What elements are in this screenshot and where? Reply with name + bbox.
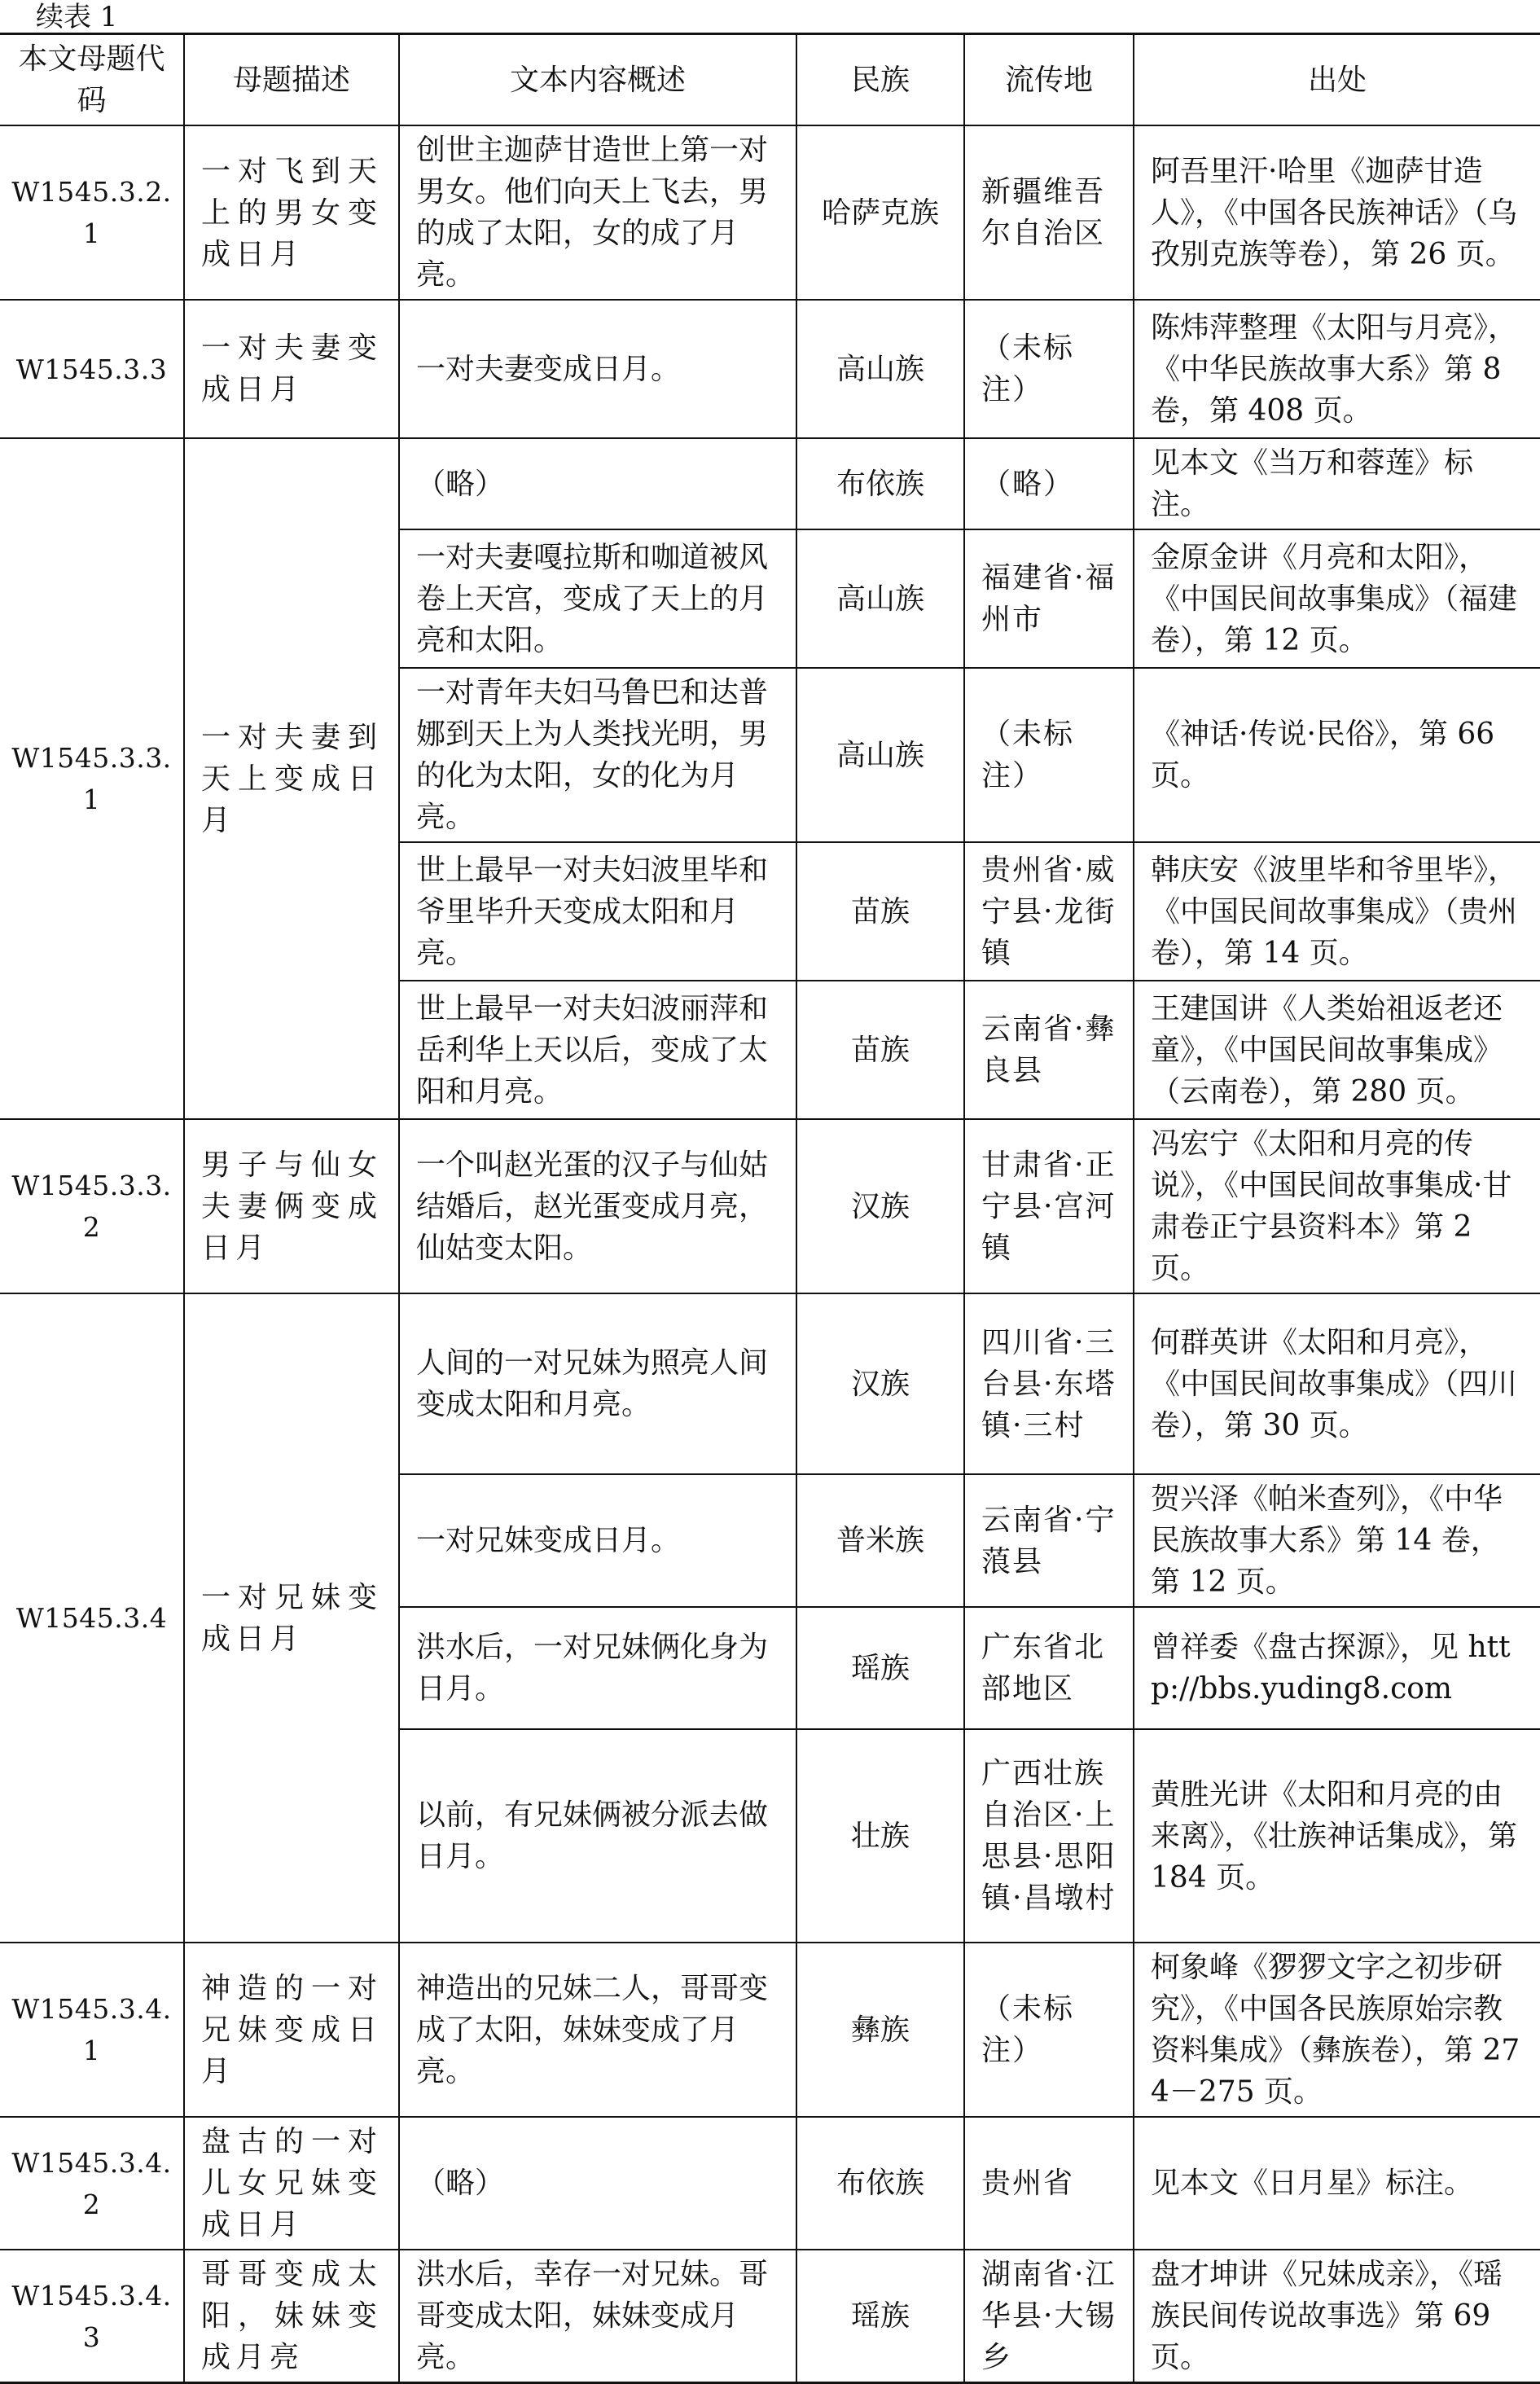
circulation-place-cell: 贵州省·威宁县·龙街镇 — [964, 842, 1134, 981]
content-summary-cell: 一对夫妻嘎拉斯和咖道被风卷上天宫，变成了天上的月亮和太阳。 — [399, 529, 796, 668]
ethnic-group-cell: 布依族 — [796, 438, 964, 529]
ethnic-group-cell: 普米族 — [796, 1474, 964, 1607]
circulation-place-cell: 贵州省 — [964, 2117, 1134, 2250]
content-summary-cell: （略） — [399, 438, 796, 529]
table-row — [0, 1943, 1540, 2117]
content-summary-cell: 神造出的兄妹二人，哥哥变成了太阳，妹妹变成了月亮。 — [399, 1943, 796, 2117]
source-cell: 阿吾里汗·哈里《迦萨甘造人》，《中国各民族神话》（乌孜别克族等卷），第 26 页。 — [1134, 125, 1540, 300]
source-cell: 盘才坤讲《兄妹成亲》，《瑶族民间传说故事选》第 69 页。 — [1134, 2250, 1540, 2383]
table-body — [0, 125, 1540, 2383]
table-row — [0, 125, 1540, 300]
ethnic-group-cell: 彝族 — [796, 1943, 964, 2117]
table-row — [0, 300, 1540, 438]
circulation-place-cell: 云南省·彝良县 — [964, 981, 1134, 1119]
motif-description-cell: 盘古的一对儿女兄妹变成日月 — [184, 2117, 399, 2250]
header-source: 出处 — [1134, 34, 1540, 126]
content-summary-cell: 洪水后，幸存一对兄妹。哥哥变成太阳，妹妹变成月亮。 — [399, 2250, 796, 2383]
source-cell: 韩庆安《波里毕和爷里毕》，《中国民间故事集成》（贵州卷），第 14 页。 — [1134, 842, 1540, 981]
table-row — [0, 2250, 1540, 2383]
ethnic-group-cell: 布依族 — [796, 2117, 964, 2250]
source-cell: 何群英讲《太阳和月亮》，《中国民间故事集成》（四川卷），第 30 页。 — [1134, 1293, 1540, 1474]
content-summary-cell: 世上最早一对夫妇波丽萍和岳利华上天以后，变成了太阳和月亮。 — [399, 981, 796, 1119]
circulation-place-cell: 四川省·三台县·东塔镇·三村 — [964, 1293, 1134, 1474]
circulation-place-cell: 广东省北部地区 — [964, 1607, 1134, 1729]
motif-code-cell: W1545.3.2.1 — [0, 125, 184, 300]
header-content: 文本内容概述 — [399, 34, 796, 126]
ethnic-group-cell: 苗族 — [796, 981, 964, 1119]
source-cell: 柯象峰《猡猡文字之初步研究》，《中国各民族原始宗教资料集成》（彝族卷），第 274－275 页。 — [1134, 1943, 1540, 2117]
source-cell: 见本文《日月星》标注。 — [1134, 2117, 1540, 2250]
circulation-place-cell: 新疆维吾尔自治区 — [964, 125, 1134, 300]
source-cell: 《神话·传说·民俗》，第 66 页。 — [1134, 668, 1540, 842]
source-cell: 王建国讲《人类始祖返老还童》，《中国民间故事集成》（云南卷），第 280 页。 — [1134, 981, 1540, 1119]
table-row — [0, 1119, 1540, 1293]
ethnic-group-cell: 汉族 — [796, 1293, 964, 1474]
header-ethnic: 民族 — [796, 34, 964, 126]
circulation-place-cell: （未标注） — [964, 1943, 1134, 2117]
motif-description-cell: 一对飞到天上的男女变成日月 — [184, 125, 399, 300]
source-cell: 黄胜光讲《太阳和月亮的由来离》，《壮族神话集成》，第 184 页。 — [1134, 1729, 1540, 1943]
table-row — [0, 438, 1540, 529]
circulation-place-cell: 甘肃省·正宁县·宫河镇 — [964, 1119, 1134, 1293]
table-caption: 续表 1 — [36, 1, 118, 33]
header-row — [0, 34, 1540, 126]
circulation-place-cell: 云南省·宁蒗县 — [964, 1474, 1134, 1607]
motif-description-cell: 神造的一对兄妹变成日月 — [184, 1943, 399, 2117]
content-summary-cell: 世上最早一对夫妇波里毕和爷里毕升天变成太阳和月亮。 — [399, 842, 796, 981]
motif-description-cell: 哥哥变成太阳，妹妹变成月亮 — [184, 2250, 399, 2383]
ethnic-group-cell: 汉族 — [796, 1119, 964, 1293]
content-summary-cell: 以前，有兄妹俩被分派去做日月。 — [399, 1729, 796, 1943]
ethnic-group-cell: 苗族 — [796, 842, 964, 981]
source-cell: 陈炜萍整理《太阳与月亮》，《中华民族故事大系》第 8 卷，第 408 页。 — [1134, 300, 1540, 438]
content-summary-cell: 人间的一对兄妹为照亮人间变成太阳和月亮。 — [399, 1293, 796, 1474]
content-summary-cell: 一对兄妹变成日月。 — [399, 1474, 796, 1607]
content-summary-cell: 一对夫妻变成日月。 — [399, 300, 796, 438]
motif-code-cell: W1545.3.4.2 — [0, 2117, 184, 2250]
motif-table — [0, 33, 1540, 2384]
circulation-place-cell: （未标注） — [964, 668, 1134, 842]
ethnic-group-cell: 瑶族 — [796, 2250, 964, 2383]
circulation-place-cell: 广西壮族自治区·上思县·思阳镇·昌墩村 — [964, 1729, 1134, 1943]
motif-code-cell: W1545.3.3 — [0, 300, 184, 438]
motif-code-cell: W1545.3.4 — [0, 1293, 184, 1943]
source-cell: 金原金讲《月亮和太阳》，《中国民间故事集成》（福建卷），第 12 页。 — [1134, 529, 1540, 668]
source-cell: 冯宏宁《太阳和月亮的传说》，《中国民间故事集成·甘肃卷正宁县资料本》第 2 页。 — [1134, 1119, 1540, 1293]
table-row — [0, 1293, 1540, 1474]
motif-code-cell: W1545.3.4.3 — [0, 2250, 184, 2383]
circulation-place-cell: 湖南省·江华县·大锡乡 — [964, 2250, 1134, 2383]
circulation-place-cell: 福建省·福州市 — [964, 529, 1134, 668]
header-code: 本文母题代码 — [0, 34, 184, 126]
ethnic-group-cell: 哈萨克族 — [796, 125, 964, 300]
content-summary-cell: 一个叫赵光蛋的汉子与仙姑结婚后，赵光蛋变成月亮，仙姑变太阳。 — [399, 1119, 796, 1293]
motif-description-cell: 一对兄妹变成日月 — [184, 1293, 399, 1943]
circulation-place-cell: （未标注） — [964, 300, 1134, 438]
source-cell: 曾祥委《盘古探源》，见 http://bbs.yuding8.com — [1134, 1607, 1540, 1729]
content-summary-cell: 创世主迦萨甘造世上第一对男女。他们向天上飞去，男的成了太阳，女的成了月亮。 — [399, 125, 796, 300]
ethnic-group-cell: 高山族 — [796, 529, 964, 668]
ethnic-group-cell: 瑶族 — [796, 1607, 964, 1729]
motif-description-cell: 男子与仙女夫妻俩变成日月 — [184, 1119, 399, 1293]
motif-code-cell: W1545.3.4.1 — [0, 1943, 184, 2117]
motif-code-cell: W1545.3.3.1 — [0, 438, 184, 1119]
motif-table-container — [0, 33, 1540, 2384]
content-summary-cell: 洪水后，一对兄妹俩化身为日月。 — [399, 1607, 796, 1729]
header-motif: 母题描述 — [184, 34, 399, 126]
circulation-place-cell: （略） — [964, 438, 1134, 529]
table-row — [0, 2117, 1540, 2250]
ethnic-group-cell: 高山族 — [796, 668, 964, 842]
header-place: 流传地 — [964, 34, 1134, 126]
ethnic-group-cell: 高山族 — [796, 300, 964, 438]
motif-description-cell: 一对夫妻变成日月 — [184, 300, 399, 438]
content-summary-cell: （略） — [399, 2117, 796, 2250]
content-summary-cell: 一对青年夫妇马鲁巴和达普娜到天上为人类找光明，男的化为太阳，女的化为月亮。 — [399, 668, 796, 842]
motif-description-cell: 一对夫妻到天上变成日月 — [184, 438, 399, 1119]
motif-code-cell: W1545.3.3.2 — [0, 1119, 184, 1293]
ethnic-group-cell: 壮族 — [796, 1729, 964, 1943]
source-cell: 见本文《当万和蓉莲》标注。 — [1134, 438, 1540, 529]
source-cell: 贺兴泽《帕米查列》，《中华民族故事大系》第 14 卷，第 12 页。 — [1134, 1474, 1540, 1607]
